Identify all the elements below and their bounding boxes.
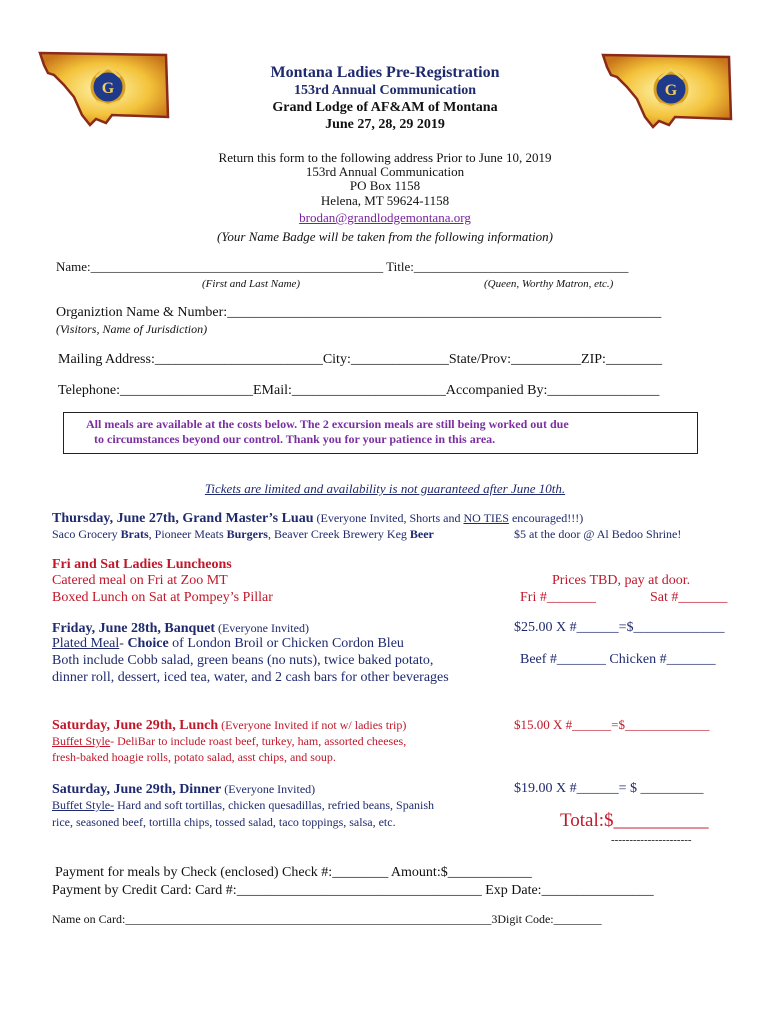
svg-text:G: G	[101, 80, 115, 97]
dinner-line-2	[52, 798, 434, 813]
return-instructions: Return this form to the following address Prior to June 10, 2019	[218, 150, 552, 165]
banquet-price-field[interactable]: $25.00 X #______=$_____________	[514, 620, 725, 635]
luau-beer: Beer	[409, 527, 434, 541]
banquet-line-4: dinner roll, dessert, iced tea, water, and 2 cash bars for other beverages	[52, 670, 449, 685]
banquet-plated: Plated Meal	[52, 636, 120, 651]
total-field[interactable]: Total:$__________	[560, 810, 709, 831]
luau-detail-c: , Beaver Creek Brewery Keg	[267, 527, 410, 541]
lunch-buffet: Buffet Style	[52, 734, 111, 748]
page-title: Montana Ladies Pre-Registration	[270, 64, 500, 81]
banquet-choice-pre: -	[119, 636, 128, 651]
lunch-heading-row	[52, 716, 406, 734]
payment-card-field[interactable]: Payment by Credit Card: Card #:___________________________________ Exp Date:________________	[52, 883, 654, 898]
dinner-line-3: rice, seasoned beef, tortilla chips, tossed salad, taco toppings, salsa, etc.	[52, 815, 396, 829]
badge-note: (Your Name Badge will be taken from the following information)	[217, 229, 553, 244]
luncheon-sat-count-field[interactable]: Sat #_______	[650, 590, 728, 605]
organization-field[interactable]: Organiztion Name & Number:______________________________________________________________	[56, 305, 662, 320]
luncheons-heading: Fri and Sat Ladies Luncheons	[52, 557, 232, 572]
luau-brats: Brats	[120, 527, 149, 541]
luau-invite-end: encouraged!!!)	[508, 511, 584, 525]
lunch-line-2-text: - DeliBar to include roast beef, turkey, ham, assorted cheeses,	[110, 734, 407, 748]
address-line-3: Helena, MT 59624-1158	[320, 193, 450, 208]
luau-detail-b: , Pioneer Meats	[148, 527, 227, 541]
luau-burgers: Burgers	[226, 527, 268, 541]
dinner-heading-row	[52, 780, 315, 798]
luncheons-price: Prices TBD, pay at door.	[552, 573, 691, 588]
lunch-line-3: fresh-baked hoagie rolls, potato salad, asst chips, and soup.	[52, 750, 336, 764]
luau-no-ties: NO TIES	[463, 511, 509, 525]
dinner-invite: (Everyone Invited)	[221, 782, 316, 796]
address-line-1: 153rd Annual Communication	[305, 164, 465, 179]
email-link[interactable]: brodan@grandlodgemontana.org	[299, 210, 471, 225]
luau-details	[52, 527, 434, 542]
banquet-counts-field[interactable]: Beef #_______ Chicken #_______	[520, 652, 716, 667]
header-communication: 153rd Annual Communication	[293, 83, 477, 98]
luau-heading-row	[52, 509, 583, 527]
name-hint: (First and Last Name)	[202, 278, 301, 290]
luncheon-fri-count-field[interactable]: Fri #_______	[520, 590, 596, 605]
luncheon-fri: Catered meal on Fri at Zoo MT	[52, 573, 228, 588]
dinner-heading: Saturday, June 29th, Dinner	[52, 782, 222, 797]
luncheon-sat: Boxed Lunch on Sat at Pompey’s Pillar	[52, 590, 273, 605]
total-dashes: ----------------------	[611, 834, 692, 846]
banquet-heading-row	[52, 619, 309, 637]
banquet-heading: Friday, June 28th, Banquet	[52, 621, 215, 636]
luau-detail-a: Saco Grocery	[52, 527, 121, 541]
banquet-choice-row	[52, 636, 404, 652]
name-title-field[interactable]: Name:_____________________________________________ Title:_________________________________	[56, 259, 629, 274]
address-line-2: PO Box 1158	[349, 178, 421, 193]
lunch-line-2	[52, 734, 406, 749]
dinner-price-field[interactable]: $19.00 X #______= $ _________	[514, 781, 704, 796]
banquet-choice-rest: of London Broil or Chicken Cordon Bleu	[168, 636, 404, 651]
svg-text:G: G	[664, 82, 678, 99]
tickets-note: Tickets are limited and availability is not guaranteed after June 10th.	[204, 481, 566, 496]
lunch-invite: (Everyone Invited if not w/ ladies trip)	[218, 718, 407, 732]
banquet-line-3: Both include Cobb salad, green beans (no nuts), twice baked potato,	[52, 653, 434, 668]
notice-line-2: to circumstances beyond our control. Thank you for your patience in this area.	[94, 432, 496, 446]
payment-check-field[interactable]: Payment for meals by Check (enclosed) Check #:________ Amount:$____________	[55, 865, 532, 880]
luau-heading: Thursday, June 27th, Grand Master’s Luau	[52, 511, 314, 526]
dinner-line-2-text: Hard and soft tortillas, chicken quesadillas, refried beans, Spanish	[114, 798, 435, 812]
banquet-invite: (Everyone Invited)	[214, 621, 309, 635]
name-on-card-field[interactable]: Name on Card:_____________________________________________________________3Digit Code:________	[52, 912, 602, 926]
header-dates: June 27, 28, 29 2019	[325, 117, 445, 132]
lunch-price-field[interactable]: $15.00 X #______=$_____________	[514, 717, 710, 732]
mailing-address-field[interactable]: Mailing Address:________________________City:______________State/Prov:__________ZIP:________	[58, 352, 662, 367]
notice-line-1: All meals are available at the costs below. The 2 excursion meals are still being worked out due	[86, 417, 569, 431]
luau-price: $5 at the door @ Al Bedoo Shrine!	[514, 527, 682, 541]
title-hint: (Queen, Worthy Matron, etc.)	[484, 278, 614, 290]
luau-invite: (Everyone Invited, Shorts and	[313, 511, 464, 525]
organization-hint: (Visitors, Name of Jurisdiction)	[56, 322, 208, 336]
header-grand-lodge: Grand Lodge of AF&AM of Montana	[272, 100, 498, 115]
lunch-heading: Saturday, June 29th, Lunch	[52, 718, 219, 733]
telephone-email-field[interactable]: Telephone:___________________EMail:______________________Accompanied By:________________	[58, 383, 660, 398]
banquet-choice: Choice	[127, 636, 169, 651]
dinner-buffet: Buffet Style-	[52, 798, 115, 812]
